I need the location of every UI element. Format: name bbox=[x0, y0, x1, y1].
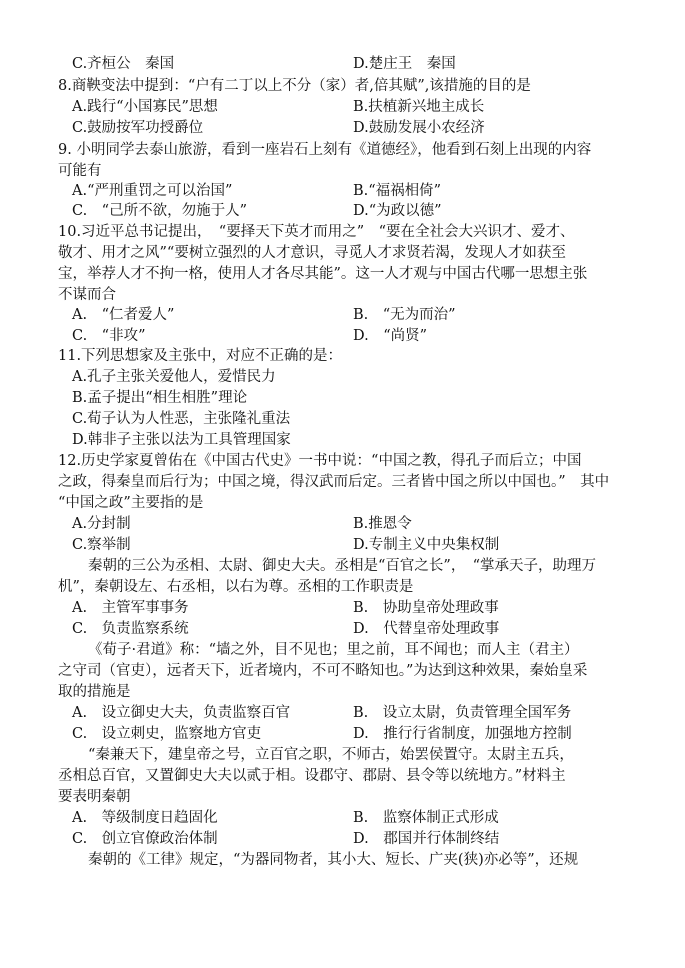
q14-stem-line1: 《荀子·君道》称：“墙之外，目不见也；里之前，耳不闻也；而人主（君主） bbox=[88, 642, 579, 658]
q12-stem-line2: 之政，得秦皇而后行为；中国之境，得汉武而后定。三者皆中国之所以中国也。” 其中 bbox=[58, 474, 610, 490]
q12-option-a: A.分封制 bbox=[72, 516, 131, 532]
q6-option-d: D.楚庄王 秦国 bbox=[353, 56, 456, 72]
q11-stem: 11.下列思想家及主张中，对应不正确的是： bbox=[58, 348, 343, 364]
q11-option-d: D.韩非子主张以法为工具管理国家 bbox=[72, 432, 291, 448]
q8-option-c: C.鼓励按军功授爵位 bbox=[72, 120, 204, 136]
q8-option-d: D.鼓励发展小农经济 bbox=[353, 120, 485, 136]
q13-option-b: B. 协助皇帝处理政事 bbox=[353, 600, 499, 616]
q14-option-d: D. 推行行省制度，加强地方控制 bbox=[353, 726, 572, 742]
q9-option-b: B.“福祸相倚” bbox=[353, 183, 442, 199]
q11-option-c: C.荀子认为人性恶，主张隆礼重法 bbox=[72, 411, 291, 427]
q8-option-b: B.扶植新兴地主成长 bbox=[353, 99, 485, 115]
q14-stem-line2: 之守司（官吏），远者天下，近者境内，不可不略知也。”为达到这种效果，秦始皇采 bbox=[58, 663, 588, 679]
q10-option-b: B. “无为而治” bbox=[353, 307, 456, 323]
q13-option-c: C. 负责监察系统 bbox=[72, 621, 189, 637]
q10-option-d: D. “尚贤” bbox=[353, 328, 428, 344]
q13-stem-line1: 秦朝的三公为丞相、太尉、御史大夫。丞相是“百官之长”， “掌承天子，助理万 bbox=[88, 558, 596, 574]
q11-option-b: B.孟子提出“相生相胜”理论 bbox=[72, 390, 248, 406]
q15-stem-line3: 要表明秦朝 bbox=[58, 789, 131, 805]
q12-stem-line3: “中国之政”主要指的是 bbox=[58, 495, 204, 511]
q10-stem-line3: 宝，举荐人才不拘一格，使用人才各尽其能”。这一人才观与中国古代哪一思想主张 bbox=[58, 266, 588, 282]
q15-stem-line1: “秦兼天下，建皇帝之号，立百官之职，不师古，始罢侯置守。太尉主五兵， bbox=[88, 747, 574, 763]
q12-option-c: C.察举制 bbox=[72, 537, 131, 553]
q10-option-c: C. “非攻” bbox=[72, 328, 146, 344]
q15-stem-line2: 丞相总百官，又置御史大夫以贰于相。设郡守、郡尉、县令等以统地方。”材料主 bbox=[58, 768, 566, 784]
q15-option-a: A. 等级制度日趋固化 bbox=[72, 810, 218, 826]
q15-option-b: B. 监察体制正式形成 bbox=[353, 810, 499, 826]
q10-stem-line4: 不谋而合 bbox=[58, 287, 116, 303]
q12-option-d: D.专制主义中央集权制 bbox=[353, 537, 500, 553]
q14-option-b: B. 设立太尉，负责管理全国军务 bbox=[353, 705, 572, 721]
q14-option-a: A. 设立御史大夫，负责监察百官 bbox=[72, 705, 291, 721]
q14-option-c: C. 设立刺史，监察地方官吏 bbox=[72, 726, 262, 742]
q8-option-a: A.践行“小国寡民”思想 bbox=[72, 99, 218, 115]
q12-option-b: B.推恩令 bbox=[353, 516, 412, 532]
q15-option-d: D. 郡国并行体制终结 bbox=[353, 831, 500, 847]
q10-option-a: A. “仁者爱人” bbox=[72, 307, 175, 323]
q15-option-c: C. 创立官僚政治体制 bbox=[72, 831, 218, 847]
q9-option-c: C. “己所不欲，勿施于人” bbox=[72, 203, 248, 219]
q13-option-d: D. 代替皇帝处理政事 bbox=[353, 621, 500, 637]
q9-stem-line2: 可能有 bbox=[58, 163, 102, 179]
q11-option-a: A.孔子主张关爱他人，爱惜民力 bbox=[72, 369, 276, 385]
q16-stem-line1: 秦朝的《工律》规定，“为器同物者，其小大、短长、广夹(狭)亦必等”，还规 bbox=[88, 852, 579, 868]
q13-option-a: A. 主管军事事务 bbox=[72, 600, 189, 616]
q12-stem-line1: 12.历史学家夏曾佑在《中国古代史》一书中说：“中国之教，得孔子而后立；中国 bbox=[58, 453, 582, 469]
q10-stem-line1: 10.习近平总书记提出， “要择天下英才而用之” “要在全社会大兴识才、爱才、 bbox=[58, 224, 575, 240]
q10-stem-line2: 敬才、用才之风”“要树立强烈的人才意识，寻觅人才求贤若渴，发现人才如获至 bbox=[58, 245, 566, 261]
q13-stem-line2: 机”，秦朝设左、右丞相，以右为尊。丞相的工作职责是 bbox=[58, 579, 414, 595]
q9-option-a: A.“严刑重罚之可以治国” bbox=[72, 183, 233, 199]
q8-stem: 8.商鞅变法中提到：“户有二丁以上不分（家）者,倍其赋”,该措施的目的是 bbox=[58, 78, 531, 94]
q6-option-c: C.齐桓公 秦国 bbox=[72, 56, 175, 72]
q14-stem-line3: 取的措施是 bbox=[58, 684, 131, 700]
q9-stem-line1: 9. 小明同学去泰山旅游，看到一座岩石上刻有《道德经》，他看到石刻上出现的内容 bbox=[58, 142, 592, 158]
q9-option-d: D.“为政以德” bbox=[353, 203, 442, 219]
